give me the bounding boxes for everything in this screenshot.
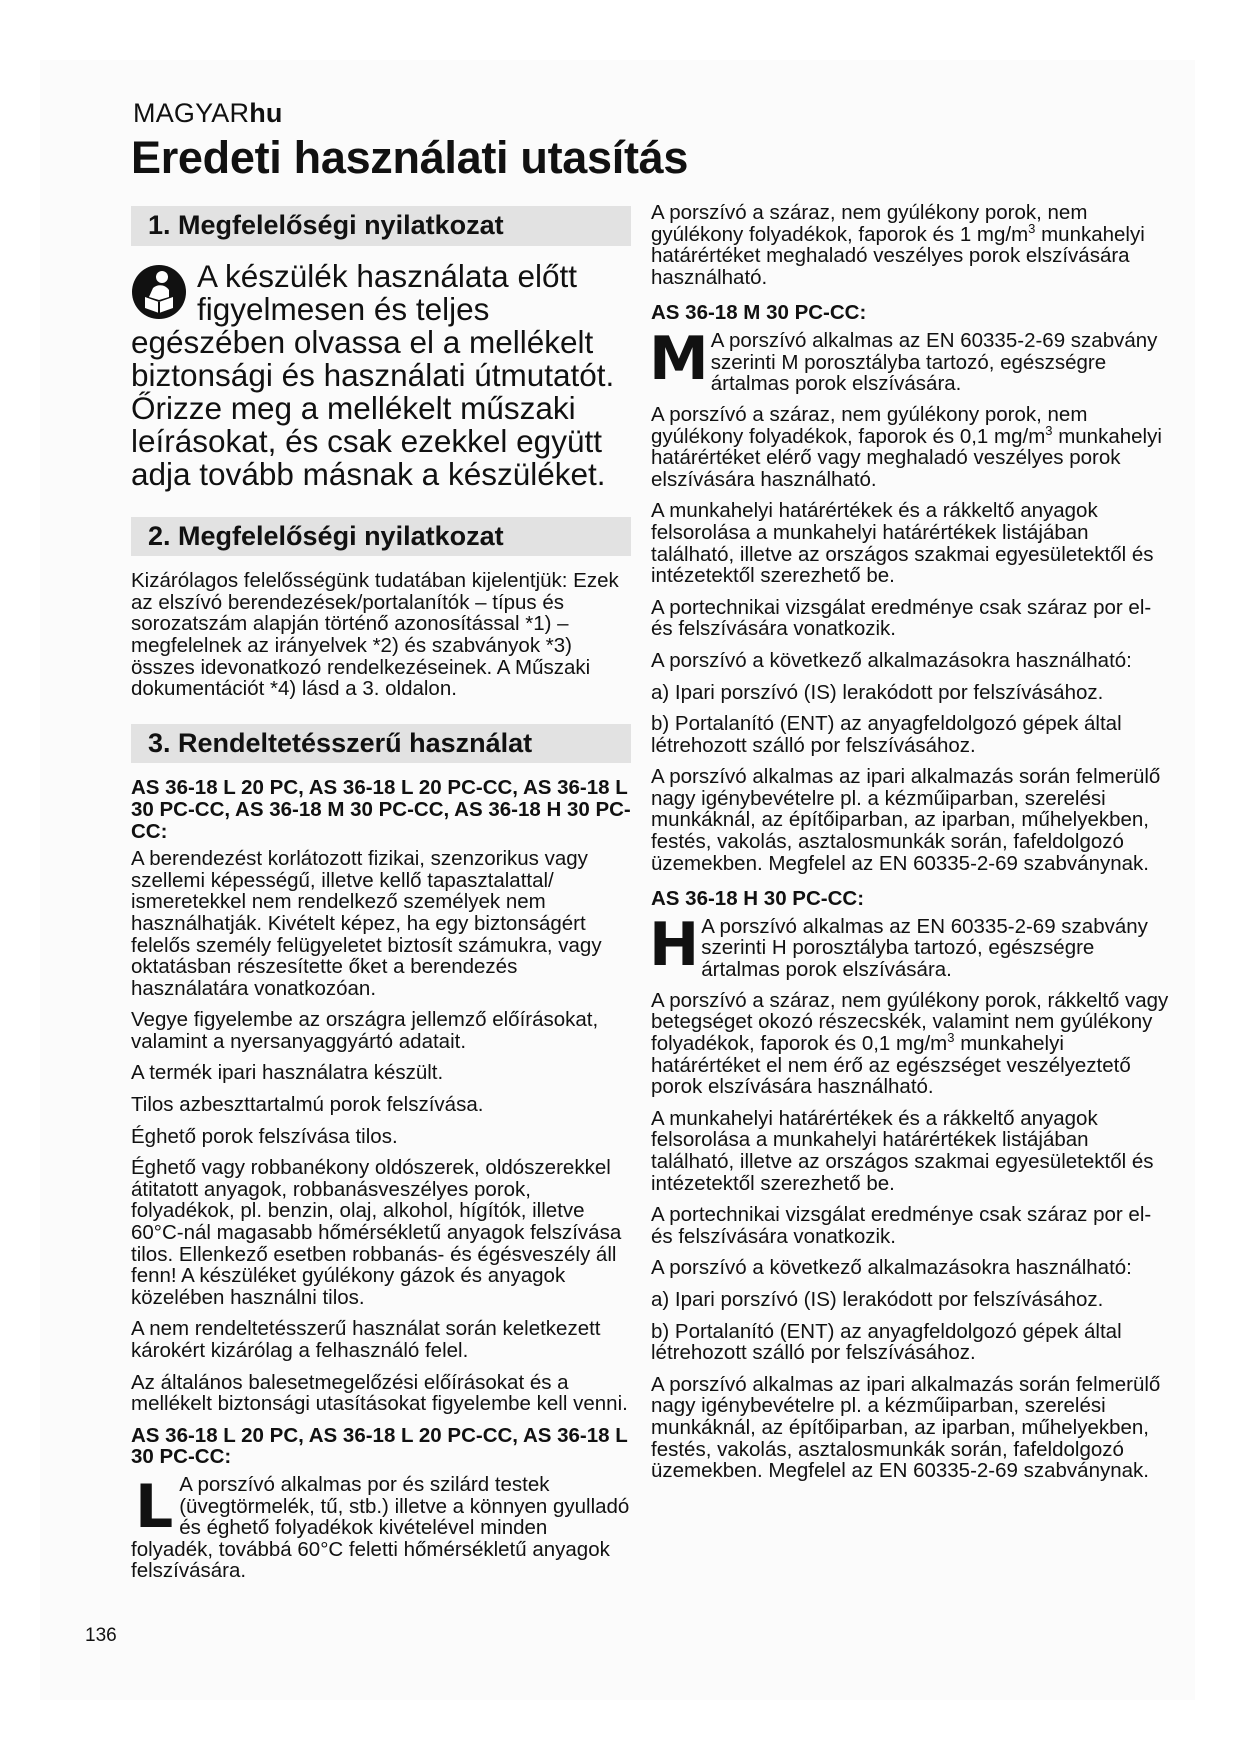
- page-title: Eredeti használati utasítás: [131, 132, 689, 183]
- section-heading-1: 1. Megfelelőségi nyilatkozat: [131, 206, 631, 246]
- paragraph: Vegye figyelembe az országra jellemző előírásokat, valamint a nyersanyaggyártó adatait.: [131, 1008, 599, 1053]
- models-heading-l: AS 36-18 L 20 PC, AS 36-18 L 20 PC-CC, AS 36-18 L 30 PC-CC:: [131, 1423, 628, 1469]
- dust-class-l-block: [131, 1471, 631, 1583]
- paragraph: A porszívó alkalmas az ipari alkalmazás során felmerülő nagy igénybevételre pl. a kézműiparban, szerelési munkáknál, az építőiparban, az iparban, műhelyekben, festés, vakolás, asztalosmunkák során, fafeldolgozó üzemekben. Megfelel az EN 60335-2-69 szabványnak.: [651, 1372, 1161, 1483]
- paragraph: Éghető porok felszívása tilos.: [131, 1124, 398, 1148]
- dust-class-m-icon: M: [649, 323, 707, 394]
- paragraph: A porszívó a száraz, nem gyúlékony porok, nem gyúlékony folyadékok, faporok és 0,1 $mg/m^3$ munkahelyi határértéket elérő vagy meghaladó veszélyes porok elszívására használható.: [651, 402, 1162, 491]
- paragraph: A portechnikai vizsgálat eredménye csak száraz por el- és felszívására vonatkozik.: [651, 595, 1152, 641]
- section-heading-3: 3. Rendeltetésszerű használat: [131, 724, 631, 764]
- paragraph: a) Ipari porszívó (IS) lerakódott por felszívásához.: [651, 680, 1104, 704]
- read-manual-icon: [131, 264, 187, 320]
- paragraph: A porszívó a száraz, nem gyúlékony porok, rákkeltő vagy betegséget okozó részecskék, valamint nem gyúlékony folyadékok, faporok és 0,1 $mg/m^3$ munkahelyi határértéket el nem érő az egészséget veszélyeztető porok elszívására használható.: [651, 988, 1169, 1099]
- paragraph: A nem rendeltetésszerű használat során keletkezett károkért kizárólag a felhasználó felel.: [131, 1317, 601, 1362]
- models-heading-m: AS 36-18 M 30 PC-CC:: [651, 301, 867, 325]
- page-number: 136: [85, 1625, 117, 1646]
- dust-class-m-text: A porszívó alkalmas az EN 60335-2-69 szabvány szerinti M porosztályba tartozó, egészségre ártalmas porok elszívására.: [710, 328, 1158, 396]
- language-code: hu: [249, 98, 283, 128]
- paragraph: Tilos azbeszttartalmú porok felszívása.: [131, 1093, 484, 1117]
- paragraph: A munkahelyi határértékek és a rákkeltő anyagok felsorolása a munkahelyi határértékek listájában található, illetve az országos szakmai egyesületektől és intézetektől szerezhető be.: [651, 1106, 1154, 1195]
- section-heading-2: 2. Megfelelőségi nyilatkozat: [131, 517, 631, 557]
- paragraph: A berendezést korlátozott fizikai, szenzorikus vagy szellemi képességű, illetve kellő tapasztalattal/ ismeretekkel nem rendelkező személyek nem használhatják. Kivételt képez, ha egy biztonságért felelős személy felügyeletet biztosít számukra, vagy oktatásban részesítette őket a berendezés használatára vonatkozóan.: [131, 847, 602, 1000]
- dust-class-l-icon: L: [135, 1471, 172, 1542]
- paragraph: A porszívó a következő alkalmazásokra használható:: [651, 648, 1132, 672]
- paragraph: Éghető vagy robbanékony oldószerek, oldószerekkel átitatott anyagok, robbanásveszélyes porok, folyadékok, pl. benzin, olaj, alkohol, hígítók, illetve 60°C-nál magasabb hőmérsékletű anyagok felszívása tilos. Ellenkező esetben robbanás- és égésveszély áll fenn! A készüléket gyúlékony gázok és anyagok közelében használni tilos.: [131, 1156, 622, 1309]
- paragraph: A porszívó a következő alkalmazásokra használható:: [651, 1256, 1132, 1280]
- read-manual-warning: [131, 257, 631, 492]
- warning-text: A készülék használata előtt figyelmesen és teljes egészében olvassa el a mellékelt biztonsági és használati útmutatót. Őrizze meg a mellékelt műszaki leírásokat, és csak ezekkel együtt adja tovább másnak a készüléket.: [131, 257, 615, 492]
- paragraph: A porszívó alkalmas az ipari alkalmazás során felmerülő nagy igénybevételre pl. a kézműiparban, szerelési munkáknál, az építőiparban, az iparban, műhelyekben, festés, vakolás, asztalosmunkák során, fafeldolgozó üzemekben. Megfelel az EN 60335-2-69 szabványnak.: [651, 765, 1161, 875]
- paragraph: a) Ipari porszívó (IS) lerakódott por felszívásához.: [651, 1287, 1104, 1311]
- dust-class-h-block: [649, 909, 1171, 982]
- dust-class-h-icon: H: [649, 909, 698, 980]
- dust-class-h-text: A porszívó alkalmas az EN 60335-2-69 szabvány szerinti H porosztályba tartozó, egészségre ártalmas porok elszívására.: [701, 914, 1148, 982]
- paragraph: b) Portalanító (ENT) az anyagfeldolgozó gépek által létrehozott szálló por felszívásához.: [651, 1319, 1122, 1365]
- dust-class-m-block: [649, 323, 1171, 396]
- paragraph: A portechnikai vizsgálat eredménye csak száraz por el- és felszívására vonatkozik.: [651, 1203, 1152, 1248]
- paragraph: Az általános balesetmegelőzési előírásokat és a mellékelt biztonsági utasításokat figyelembe kell venni.: [131, 1370, 628, 1416]
- language-label: [133, 98, 283, 129]
- left-column: [131, 206, 631, 1590]
- declaration-text: Kizárólagos felelősségünk tudatában kijelentjük: Ezek az elszívó berendezések/portalanítók – típus és sorozatszám alapján történő azonosítással *1) – megfelelnek az irányelvek *2) és szabványok *3) összes idevonatkozó rendelkezéseinek. A Műszaki dokumentációt *4) lásd a 3. oldalon.: [131, 569, 619, 701]
- dust-class-l-text: A porszívó alkalmas por és szilárd testek (üvegtörmelék, tű, stb.) illetve a könnyen gyulladó és éghető folyadékok kivételével minden folyadék, továbbá 60°C feletti hőmérsékletű anyagok felszívására.: [131, 1472, 630, 1583]
- paragraph: b) Portalanító (ENT) az anyagfeldolgozó gépek által létrehozott szálló por felszívásához.: [651, 712, 1122, 757]
- models-heading-h: AS 36-18 H 30 PC-CC:: [651, 887, 865, 911]
- models-heading-all: AS 36-18 L 20 PC, AS 36-18 L 20 PC-CC, AS 36-18 L 30 PC-CC, AS 36-18 M 30 PC-CC, AS 36-18 H 30 PC-CC:: [131, 776, 631, 843]
- paragraph: A termék ipari használatra készült.: [131, 1061, 444, 1085]
- paragraph: A porszívó a száraz, nem gyúlékony porok, nem gyúlékony folyadékok, faporok és 1 $mg/m^3$ munkahelyi határértéket meghaladó veszélyes porok elszívására használható.: [651, 201, 1145, 289]
- right-column: [651, 202, 1171, 1492]
- language-name: MAGYAR: [133, 98, 250, 128]
- paragraph: A munkahelyi határértékek és a rákkeltő anyagok felsorolása a munkahelyi határértékek listájában található, illetve az országos szakmai egyesületektől és intézetektől szerezhető be.: [651, 499, 1154, 588]
